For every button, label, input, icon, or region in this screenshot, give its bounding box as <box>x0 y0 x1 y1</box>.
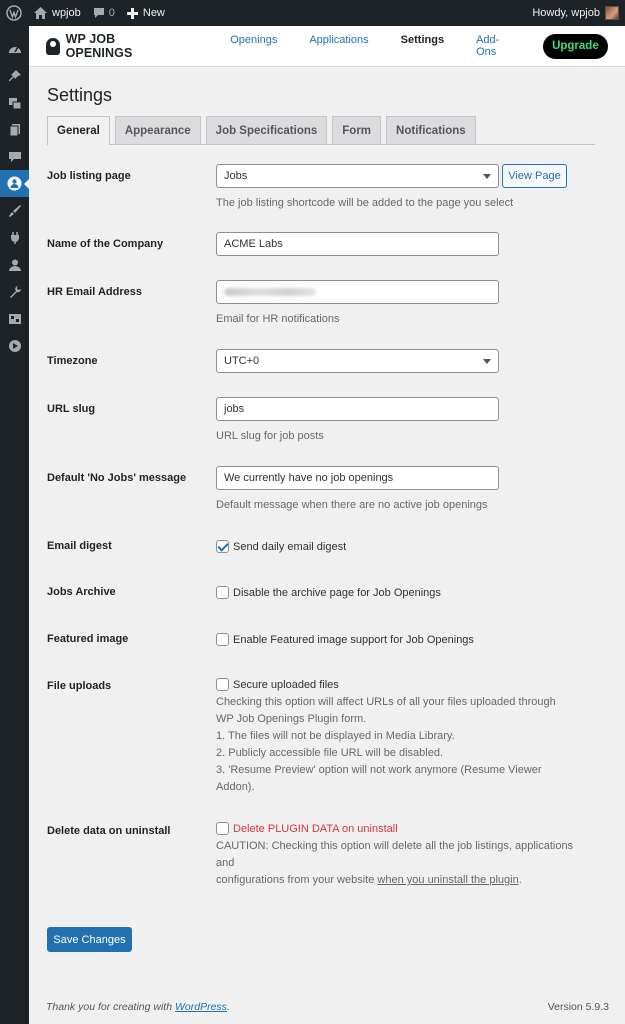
users-icon[interactable] <box>0 251 29 278</box>
site-name: wpjob <box>52 7 81 19</box>
site-name-link[interactable] <box>28 0 87 26</box>
no-jobs-message-desc: Default message when there are no active job openings <box>216 499 488 511</box>
email-digest-text: Send daily email digest <box>233 540 347 553</box>
settings-content <box>47 67 595 946</box>
home-icon <box>34 7 47 19</box>
redacted-email <box>224 288 316 296</box>
delete-data-label: Delete data on uninstall <box>47 825 171 837</box>
timezone-value: UTC+0 <box>224 355 260 367</box>
comment-icon <box>93 7 105 19</box>
nav-openings[interactable]: Openings <box>230 34 278 46</box>
jobs-archive-label: Jobs Archive <box>47 586 116 598</box>
comments-link[interactable] <box>87 0 121 26</box>
file-uploads-text: Secure uploaded files <box>233 678 339 691</box>
url-slug-label: URL slug <box>47 403 96 415</box>
media-icon[interactable] <box>0 89 29 116</box>
email-digest-checkbox[interactable] <box>216 540 229 553</box>
file-uploads-option[interactable] <box>216 678 591 691</box>
hr-email-label: HR Email Address <box>47 286 142 298</box>
tab-appearance[interactable]: Appearance <box>115 116 201 144</box>
job-listing-page-value: Jobs <box>224 170 248 182</box>
delete-data-option[interactable] <box>216 822 595 835</box>
footer-thanks-text: Thank you for creating with <box>46 1001 175 1013</box>
plugins-icon[interactable] <box>0 224 29 251</box>
delete-data-checkbox[interactable] <box>216 822 229 835</box>
tab-notifications[interactable]: Notifications <box>386 116 476 144</box>
save-changes-button[interactable]: Save Changes <box>47 927 132 952</box>
job-openings-icon[interactable] <box>0 170 29 197</box>
job-listing-page-desc: The job listing shortcode will be added to the page you select <box>216 197 514 209</box>
page-title: Settings <box>47 85 113 105</box>
account-menu[interactable] <box>526 0 625 26</box>
version-text: Version 5.9.3 <box>547 1001 609 1013</box>
delete-data-desc-period: . <box>518 874 522 886</box>
tab-job-specifications[interactable]: Job Specifications <box>206 116 328 144</box>
nav-settings[interactable]: Settings <box>400 34 445 46</box>
job-listing-page-select[interactable] <box>216 164 499 188</box>
plugin-logo[interactable] <box>46 32 182 60</box>
job-openings-logo-icon <box>46 38 60 55</box>
hr-email-desc: Email for HR notifications <box>216 313 340 325</box>
admin-bar <box>0 0 625 26</box>
plus-icon <box>127 8 138 19</box>
footer-thanks-period: . <box>226 1001 230 1013</box>
no-jobs-message-label: Default 'No Jobs' message <box>47 472 187 484</box>
wordpress-link[interactable]: WordPress <box>174 1001 227 1013</box>
file-uploads-desc <box>216 694 591 796</box>
file-uploads-desc-line: WP Job Openings Plugin form. <box>216 713 367 725</box>
tab-general[interactable]: General <box>47 116 110 145</box>
upgrade-button[interactable]: Upgrade <box>543 34 608 59</box>
collapse-menu-icon[interactable] <box>0 332 29 359</box>
admin-footer <box>46 1001 609 1013</box>
admin-side-menu <box>0 26 29 1024</box>
avatar <box>605 6 619 20</box>
file-uploads-desc-line: 2. Publicly accessible file URL will be disabled. <box>216 747 444 759</box>
pages-icon[interactable] <box>0 116 29 143</box>
featured-image-option[interactable] <box>216 633 536 646</box>
pin-icon[interactable] <box>0 62 29 89</box>
email-digest-label: Email digest <box>47 540 112 552</box>
view-page-button[interactable]: View Page <box>502 164 567 188</box>
file-uploads-checkbox[interactable] <box>216 678 229 691</box>
delete-data-desc-text: configurations from your website <box>216 874 378 886</box>
plugin-header <box>29 26 625 67</box>
delete-data-desc-line3 <box>216 872 595 889</box>
delete-data-text: Delete PLUGIN DATA on uninstall <box>233 822 398 835</box>
greeting: Howdy, wpjob <box>532 7 600 19</box>
url-slug-desc: URL slug for job posts <box>216 430 324 442</box>
tab-form[interactable]: Form <box>332 116 381 144</box>
new-label: New <box>142 7 165 19</box>
timezone-select[interactable] <box>216 349 499 373</box>
file-uploads-desc-line: 1. The files will not be displayed in Media Library. <box>216 730 455 742</box>
uninstall-link[interactable]: when you uninstall the plugin <box>377 874 519 886</box>
nav-add-ons[interactable]: Add-Ons <box>476 34 500 58</box>
file-uploads-desc-line: Addon). <box>216 781 255 793</box>
appearance-icon[interactable] <box>0 197 29 224</box>
delete-data-desc-line1: CAUTION: Checking this option will delete all the job listings, applications <box>216 840 574 852</box>
comments-count: 0 <box>108 7 115 19</box>
jobs-archive-checkbox[interactable] <box>216 586 229 599</box>
company-name-input[interactable] <box>216 232 499 256</box>
company-name-value: ACME Labs <box>224 238 283 250</box>
logo-text: WP JOB OPENINGS <box>65 32 133 60</box>
file-uploads-desc-line: 3. 'Resume Preview' option will not work anymore (Resume Viewer <box>216 764 542 776</box>
url-slug-value: jobs <box>224 403 245 415</box>
new-content-link[interactable] <box>121 0 171 26</box>
no-jobs-message-value: We currently have no job openings <box>224 472 394 484</box>
job-listing-page-label: Job listing page <box>47 170 131 182</box>
no-jobs-message-input[interactable] <box>216 466 499 490</box>
file-uploads-label: File uploads <box>47 680 112 692</box>
company-name-label: Name of the Company <box>47 238 164 250</box>
featured-image-checkbox[interactable] <box>216 633 229 646</box>
file-uploads-desc-line: Checking this option will affect URLs of all your files uploaded through <box>216 696 556 708</box>
hr-email-input[interactable] <box>216 280 499 304</box>
jobs-archive-text: Disable the archive page for Job Openings <box>233 586 441 599</box>
plugin-nav <box>230 34 543 58</box>
settings-tabs <box>47 116 595 145</box>
footer-thanks <box>46 1001 230 1013</box>
dashboard-icon[interactable] <box>0 35 29 62</box>
timezone-label: Timezone <box>47 355 98 367</box>
featured-image-label: Featured image <box>47 633 129 645</box>
delete-data-desc <box>216 838 595 889</box>
jobs-archive-option[interactable] <box>216 586 516 599</box>
settings-menu-icon[interactable] <box>0 305 29 332</box>
tools-icon[interactable] <box>0 278 29 305</box>
delete-data-desc-line2: and <box>216 857 235 869</box>
comments-menu-icon[interactable] <box>0 143 29 170</box>
email-digest-option[interactable] <box>216 540 516 553</box>
url-slug-input[interactable] <box>216 397 499 421</box>
wordpress-logo-icon[interactable] <box>0 0 28 26</box>
featured-image-text: Enable Featured image support for Job Openings <box>233 633 474 646</box>
nav-applications[interactable]: Applications <box>309 34 369 46</box>
